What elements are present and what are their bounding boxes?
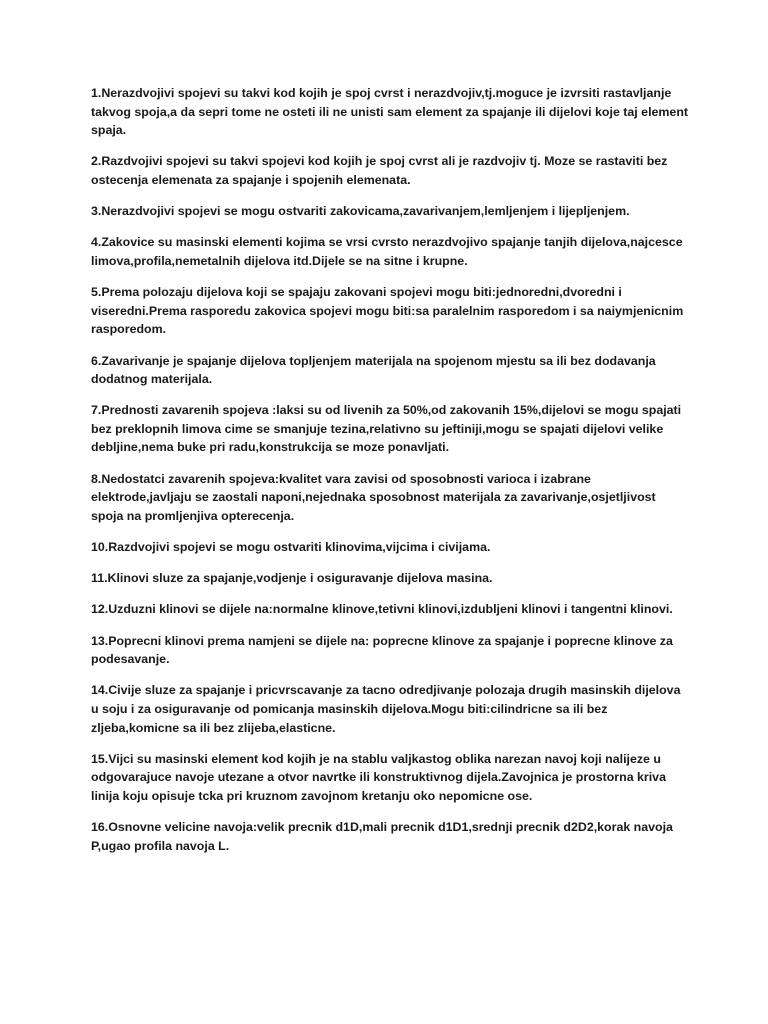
paragraph-5: 5.Prema polozaju dijelova koji se spajaju zakovani spojevi mogu biti:jednoredni,dvoredni i viseredni.Prema rasporedu zakovica spojevi mogu biti:sa paralelnim rasporedom i sa naiymjenicnim rasporedom. [91,285,684,337]
paragraph-11: 11.Klinovi sluze za spajanje,vodjenje i osiguravanje dijelova masina. [91,571,493,586]
paragraph-8: 8.Nedostatci zavarenih spojeva:kvalitet vara zavisi od sposobnosti varioca i izabrane elektrode,javljaju se zaostali naponi,nejednaka sposobnost materijala za zavarivanje,osjetljivost spoja na promljenjiva opterecenja. [91,471,656,523]
paragraph-15: 15.Vijci su masinski element kod kojih je na stablu valjkastog oblika narezan navoj koji nalijeze u odgovarajuce navoje utezane a otvor navrtke ili konstruktivnog dijela.Zavojnica je prostorna kriva linija koju opisuje tcka pri kruznom zavojnom kretanju oko nepomicne ose. [91,751,666,803]
paragraph-4: 4.Zakovice su masinski elementi kojima se vrsi cvrsto nerazdvojivo spajanje tanjih dijelova,najcesce limova,profila,nemetalnih dijelova itd.Dijele se na sitne i krupne. [91,235,683,268]
paragraph-1: 1.Nerazdvojivi spojevi su takvi kod kojih je spoj cvrst i nerazdvojiv,tj.moguce je izvrsiti rastavljanje takvog spoja,a da sepri tome ne osteti ili ne unisti sam element za spajanje ili dijelovi koje taj element spaja. [91,86,689,138]
paragraph-3: 3.Nerazdvojivi spojevi se mogu ostvariti zakovicama,zavarivanjem,lemljenjem i lijepljenjem. [91,204,630,219]
paragraph-16: 16.Osnovne velicine navoja:velik precnik d1D,mali precnik d1D1,srednji precnik d2D2,korak navoja P,ugao profila navoja L. [91,820,673,853]
paragraph-6: 6.Zavarivanje je spajanje dijelova topljenjem materijala na spojenom mjestu sa ili bez dodavanja dodatnog materijala. [91,353,656,387]
paragraph-7: 7.Prednosti zavarenih spojeva :laksi su od livenih za 50%,od zakovanih 15%,dijelovi se mogu spajati bez preklopnih limova cime se smanjuje tezina,relativno su jeftiniji,mogu se spajati dijelovi velike debljine,nema buke pri radu,konstrukcija se moze ponavljati. [91,403,682,455]
paragraph-10: 10.Razdvojivi spojevi se mogu ostvariti klinovima,vijcima i civijama. [91,540,491,555]
paragraph-12: 12.Uzduzni klinovi se dijele na:normalne klinove,tetivni klinovi,izdubljeni klinovi i tangentni klinovi. [91,602,673,617]
paragraph-2: 2.Razdvojivi spojevi su takvi spojevi kod kojih je spoj cvrst ali je razdvojiv tj. Moze se rastaviti bez ostecenja elemenata za spajanje i spojenih elemenata. [91,154,668,187]
paragraph-14: 14.Civije sluze za spajanje i pricvrscavanje za tacno odredjivanje polozaja drugih masinskih dijelova u soju i za osiguravanje od pomicanja masinskih dijelova.Mogu biti:cilindricne sa ili bez zljeba,komicne sa ili bez zlijeba,elasticne. [91,683,681,735]
document-body [91,84,691,868]
paragraph-13: 13.Poprecni klinovi prema namjeni se dijele na: poprecne klinove za spajanje i poprecne klinove za podesavanje. [91,633,673,667]
